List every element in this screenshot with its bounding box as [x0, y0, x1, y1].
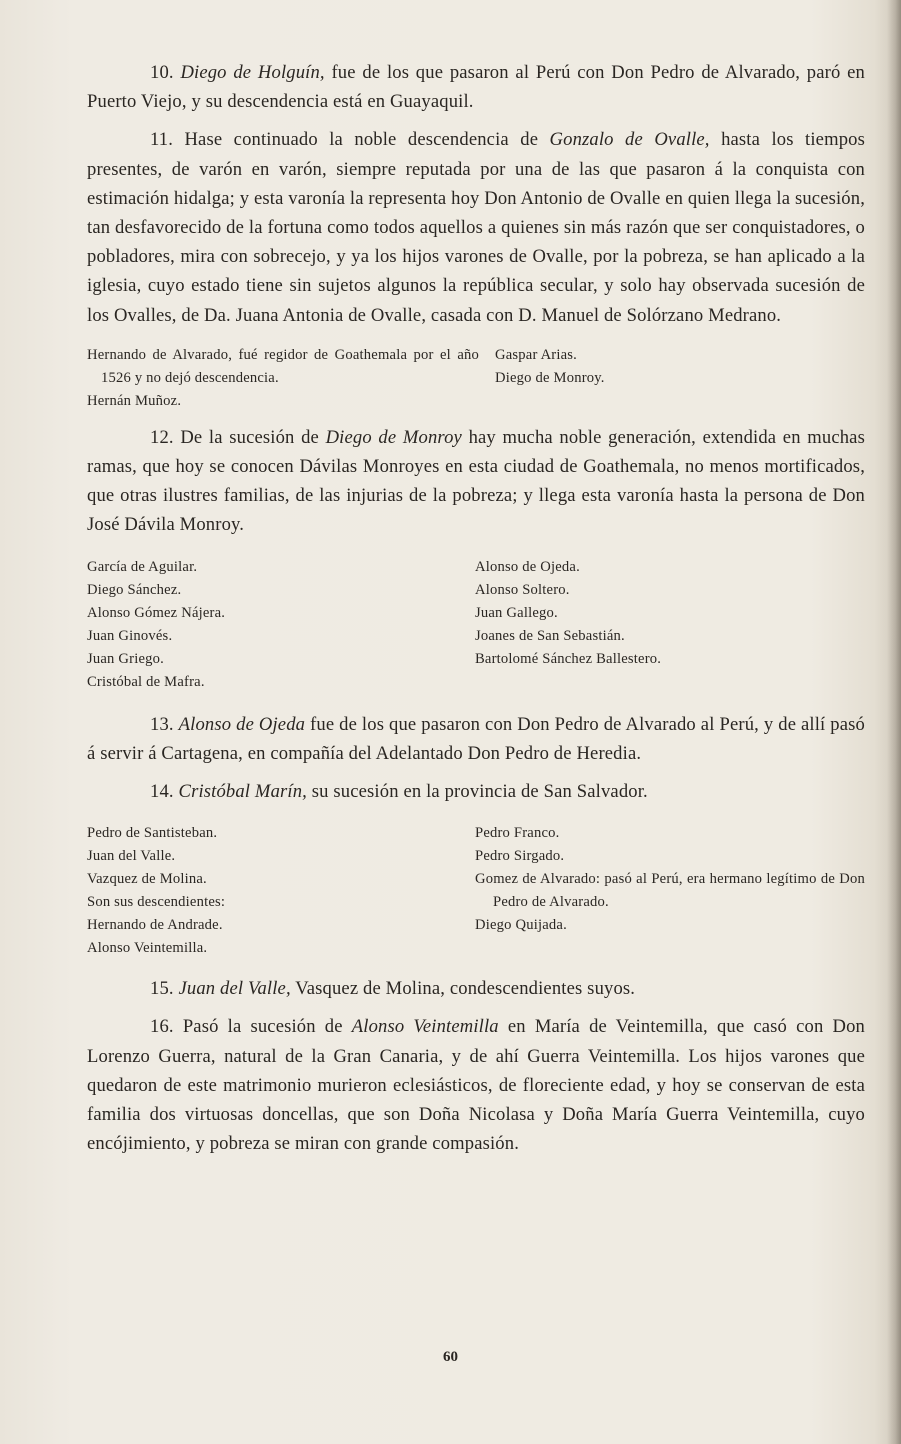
names-list-1 [87, 344, 865, 413]
list-item: Pedro Franco. [475, 825, 560, 842]
list-item: Gaspar Arias. [495, 346, 578, 363]
list-item: Diego de Monroy. [495, 369, 605, 386]
list-item: García de Aguilar. [87, 558, 198, 575]
paragraph-lead: Hase continuado la noble descendencia de [184, 129, 539, 151]
names-column-right [475, 556, 661, 694]
person-name: Alonso de Ojeda [178, 713, 306, 735]
list-item: Hernán Muñoz. [87, 392, 182, 409]
list-item: Juan Ginovés. [87, 627, 173, 644]
paragraph-10 [87, 58, 865, 116]
paragraph-lead: Pasó la sucesión de [182, 1016, 343, 1038]
paragraph-number: 12. [150, 426, 174, 448]
list-item: Juan Griego. [87, 650, 164, 667]
page-gutter-shadow [887, 0, 901, 1444]
paragraph-number: 13. [150, 713, 174, 735]
person-name: Diego de Holguín, [180, 62, 325, 83]
list-item: Joanes de San Sebastián. [475, 627, 625, 644]
list-item: Cristóbal de Mafra. [87, 673, 205, 690]
page-body [87, 58, 865, 1158]
person-name: Juan del Valle, [178, 978, 291, 1000]
list-item: Alonso Veintemilla. [87, 940, 208, 957]
names-list-2 [87, 556, 865, 694]
names-column-left [87, 344, 479, 413]
paragraph-number: 16. [150, 1016, 174, 1038]
paragraph-16 [87, 1012, 865, 1158]
person-name: Cristóbal Marín, [178, 781, 307, 803]
paragraph-number: 11. [150, 129, 174, 151]
names-column-right [495, 344, 605, 413]
names-column-left [87, 822, 475, 960]
paragraph-text: fue de los que pasaron con Don Pedro de Alvarado al Perú, y de allí pasó á servir á Cartagena, en compañía del Adelantado Don Pedro de Heredia. [87, 713, 865, 764]
list-item: Pedro Sirgado. [475, 848, 565, 865]
list-item: Juan del Valle. [87, 848, 176, 865]
list-item: Bartolomé Sánchez Ballestero. [475, 650, 662, 667]
paragraph-text: hasta los tiempos presentes, de varón en varón, siempre reputada por una de las que pasaron á la conquista con estimación hidalga; y esta varonía la representa hoy Don Antonio de Ovalle en quien llega la sucesión, tan desfavorecido de la fortuna como todos aquellos a quienes sin más razón que ser conquistadores, o pobladores, mira con sobrecejo, y ya los hijos varones de Ovalle, por la pobreza, se han aplicado a la iglesia, cuyo estado tiene sin sujetos algunos la república secular, y solo hay observada sucesión de los Ovalles, de Da. Juana Antonia de Ovalle, casada con D. Manuel de Solórzano Medrano. [87, 129, 865, 326]
paragraph-text: Vasquez de Molina, condescendientes suyos. [295, 978, 636, 1000]
paragraph-15 [87, 974, 865, 1003]
paragraph-number: 15. [150, 978, 174, 1000]
names-column-right [475, 822, 865, 960]
list-item: Hernando de Andrade. [87, 917, 223, 934]
paragraph-lead: De la sucesión de [180, 426, 319, 448]
list-item: Son sus descendientes: [87, 894, 226, 911]
paragraph-text: en María de Veintemilla, que casó con Don Lorenzo Guerra, natural de la Gran Canaria, y de ahí Guerra Veintemilla. Los hijos varones que quedaron de este matrimonio murieron eclesiásticos, de floreciente edad, y hoy se conservan de esta familia dos virtuosas doncellas, que son Doña Nicolasa y Doña María Guerra Veintemilla, cuyo encójimiento, y pobreza se miran con grande compasión. [87, 1016, 865, 1155]
list-item: Gomez de Alvarado: pasó al Perú, era hermano legítimo de Don Pedro de Alvarado. [475, 871, 865, 911]
list-item: Pedro de Santisteban. [87, 825, 218, 842]
paragraph-text: fue de los que pasaron al Perú con Don Pedro de Alvarado, paró en Puerto Viejo, y su descendencia está en Guayaquil. [87, 62, 865, 113]
paragraph-14 [87, 777, 865, 806]
list-item: Diego Quijada. [475, 917, 567, 934]
paragraph-number: 14. [150, 781, 174, 803]
person-name: Gonzalo de Ovalle, [549, 129, 710, 151]
paragraph-text: su sucesión en la provincia de San Salvador. [311, 781, 648, 803]
list-item: Hernando de Alvarado, fué regidor de Goathemala por el año 1526 y no dejó descendencia. [87, 346, 479, 386]
page-number: 60 [443, 1349, 458, 1365]
person-name: Alonso Veintemilla [351, 1016, 499, 1038]
paragraph-13 [87, 710, 865, 768]
list-item: Alonso de Ojeda. [475, 558, 580, 575]
paragraph-12 [87, 423, 865, 540]
person-name: Diego de Monroy [325, 426, 462, 448]
paragraph-text: hay mucha noble generación, extendida en muchas ramas, que hoy se conocen Dávilas Monroyes en esta ciudad de Goathemala, no menos mortificados, que otras ilustres familias, de las injurias de la pobreza; y llega esta varonía hasta la persona de Don José Dávila Monroy. [87, 426, 865, 536]
names-column-left [87, 556, 475, 694]
list-item: Vazquez de Molina. [87, 871, 207, 888]
paragraph-11 [87, 125, 865, 329]
list-item: Alonso Soltero. [475, 581, 570, 598]
names-list-3 [87, 822, 865, 960]
list-item: Diego Sánchez. [87, 581, 182, 598]
list-item: Juan Gallego. [475, 604, 558, 621]
paragraph-number: 10. [150, 62, 174, 83]
list-item: Alonso Gómez Nájera. [87, 604, 226, 621]
